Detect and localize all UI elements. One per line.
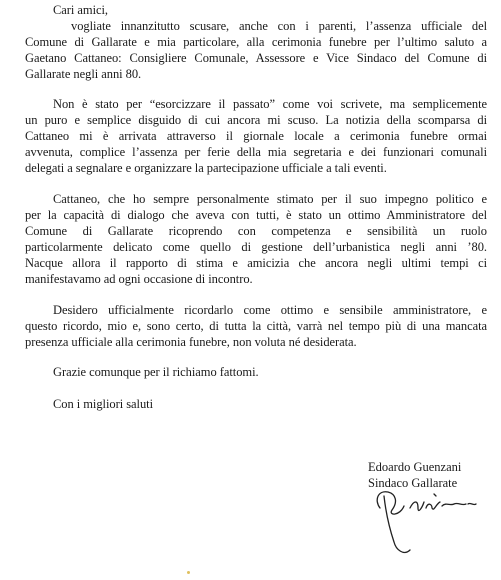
p3-line-4: particolarmente delicato come quello di gestione dell’urbanistica negli anni ’80.: [25, 240, 487, 254]
signer-name: Edoardo Guenzani: [368, 460, 462, 474]
closing-line: Con i migliori saluti: [53, 397, 153, 411]
p1-line-1: vogliate innanzitutto scusare, anche con i parenti, l’assenza ufficiale del: [71, 19, 487, 33]
signer-title: Sindaco Gallarate: [368, 476, 458, 490]
handwritten-signature: [370, 486, 488, 558]
thanks-line: Grazie comunque per il richiamo fattomi.: [53, 365, 259, 379]
salutation: Cari amici,: [53, 3, 108, 17]
p4-line-1: Desidero ufficialmente ricordarlo come ottimo e sensibile amministratore, e: [53, 303, 487, 317]
p1-line-2: Comune di Gallarate e mia particolare, alla cerimonia funebre per l’ultimo saluto a: [25, 35, 487, 49]
p2-line-1: Non è stato per “esorcizzare il passato” come voi scrivete, ma semplicemente: [53, 97, 487, 111]
p3-line-2: per la capacità di dialogo che aveva con tutti, è stato un ottimo Amministratore del: [25, 208, 487, 222]
p4-line-2: questo ricordo, mio e, sono certo, di tutta la città, varrà nel tempo più di una mancata: [25, 319, 487, 333]
p2-line-4: avvenuta, complice l’assenza per ferie della mia segretaria e dei funzionari comunali: [25, 145, 487, 159]
p2-line-2: un puro e semplice disguido di cui ancora mi scuso. La notizia della scomparsa di: [25, 113, 487, 127]
p3-line-1: Cattaneo, che ho sempre personalmente stimato per il suo impegno politico e: [53, 192, 487, 206]
p2-line-5: delegati a segnalare e organizzare la partecipazione ufficiale a tali eventi.: [25, 161, 387, 175]
paper-speck: [187, 571, 190, 574]
p3-line-3: Comune di Gallarate ricoprendo con competenza e sensibilità un ruolo: [25, 224, 487, 238]
p3-line-5: Nacque allora il rapporto di stima e amicizia che ancora negli ultimi tempi ci: [25, 256, 487, 270]
p1-line-3: Gaetano Cattaneo: Consigliere Comunale, Assessore e Vice Sindaco del Comune di: [25, 51, 487, 65]
p1-line-4: Gallarate negli anni 80.: [25, 67, 142, 81]
p2-line-3: Cattaneo mi è arrivata attraverso il giornale locale a cerimonia funebre ormai: [25, 129, 487, 143]
p3-line-6: manifestavamo ad ogni occasione di incontro.: [25, 272, 253, 286]
p4-line-3: presenza ufficiale alla cerimonia funebre, non voluta né desiderata.: [25, 335, 357, 349]
